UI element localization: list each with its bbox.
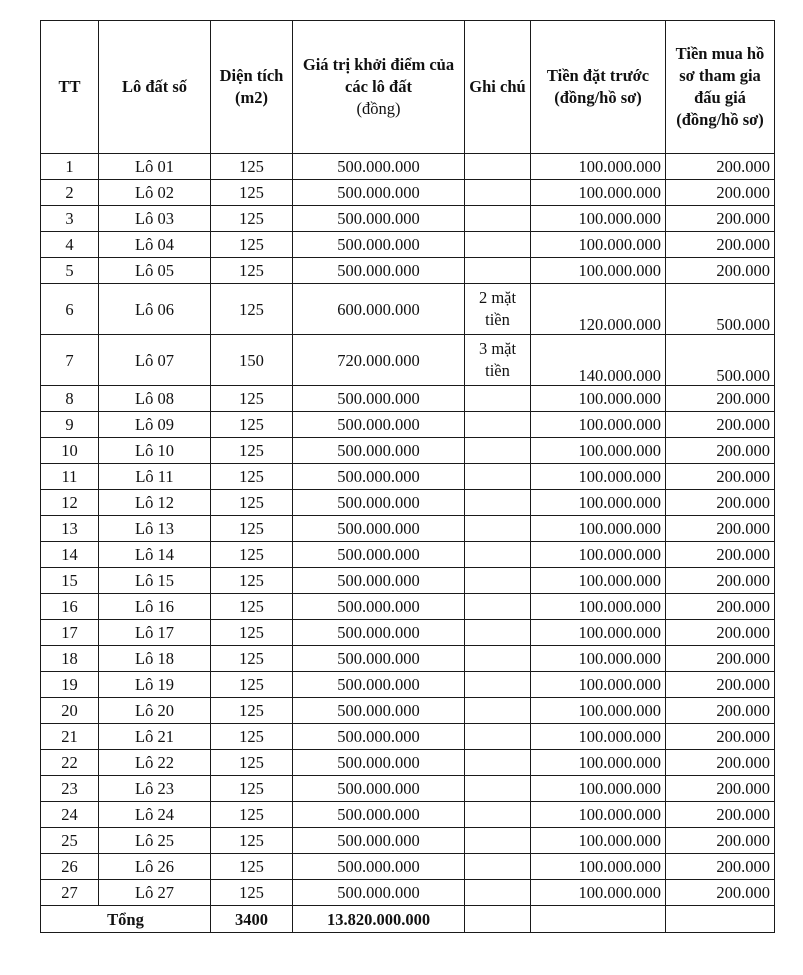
- row-tt: 9: [41, 412, 99, 438]
- row-note: [465, 542, 531, 568]
- total-price: 13.820.000.000: [293, 906, 465, 933]
- table-row: [41, 620, 775, 646]
- row-start-price: 500.000.000: [293, 258, 465, 284]
- row-area: 125: [211, 206, 293, 232]
- table-row: [41, 386, 775, 412]
- row-area: 150: [211, 335, 293, 386]
- table-row: [41, 490, 775, 516]
- row-area: 125: [211, 180, 293, 206]
- row-lot: Lô 05: [99, 258, 211, 284]
- row-start-price: 500.000.000: [293, 516, 465, 542]
- row-note: [465, 490, 531, 516]
- row-dossier-fee: 200.000: [666, 724, 775, 750]
- row-dossier-fee: 200.000: [666, 386, 775, 412]
- row-note: [465, 258, 531, 284]
- row-tt: 23: [41, 776, 99, 802]
- row-dossier-fee: 200.000: [666, 672, 775, 698]
- row-dossier-fee: 200.000: [666, 698, 775, 724]
- row-area: 125: [211, 232, 293, 258]
- row-lot: Lô 11: [99, 464, 211, 490]
- row-area: 125: [211, 258, 293, 284]
- row-start-price: 500.000.000: [293, 180, 465, 206]
- row-area: 125: [211, 620, 293, 646]
- row-deposit: 100.000.000: [531, 698, 666, 724]
- row-deposit: 100.000.000: [531, 542, 666, 568]
- header-row: [41, 21, 775, 154]
- row-deposit: 100.000.000: [531, 724, 666, 750]
- row-area: 125: [211, 880, 293, 906]
- row-tt: 11: [41, 464, 99, 490]
- row-dossier-fee: 200.000: [666, 180, 775, 206]
- row-area: 125: [211, 646, 293, 672]
- row-note: [465, 854, 531, 880]
- row-note: [465, 724, 531, 750]
- row-dossier-fee: 200.000: [666, 750, 775, 776]
- row-deposit: 100.000.000: [531, 516, 666, 542]
- row-lot: Lô 16: [99, 594, 211, 620]
- row-area: 125: [211, 154, 293, 180]
- row-note: [465, 568, 531, 594]
- row-dossier-fee: 200.000: [666, 854, 775, 880]
- row-tt: 25: [41, 828, 99, 854]
- row-area: 125: [211, 438, 293, 464]
- row-lot: Lô 12: [99, 490, 211, 516]
- row-dossier-fee: 500.000: [666, 335, 775, 386]
- row-note: [465, 438, 531, 464]
- row-dossier-fee: 200.000: [666, 490, 775, 516]
- row-area: 125: [211, 516, 293, 542]
- table-row: [41, 412, 775, 438]
- row-note: [465, 802, 531, 828]
- row-deposit: 100.000.000: [531, 646, 666, 672]
- header-lot-number: Lô đất số: [99, 21, 211, 154]
- row-area: 125: [211, 568, 293, 594]
- table-row: [41, 698, 775, 724]
- row-dossier-fee: 200.000: [666, 206, 775, 232]
- row-dossier-fee: 200.000: [666, 828, 775, 854]
- table-row: [41, 646, 775, 672]
- row-tt: 21: [41, 724, 99, 750]
- table-row: [41, 154, 775, 180]
- row-deposit: 100.000.000: [531, 828, 666, 854]
- total-deposit-cell: [531, 906, 666, 933]
- total-note-cell: [465, 906, 531, 933]
- table-row: [41, 776, 775, 802]
- row-start-price: 500.000.000: [293, 154, 465, 180]
- row-deposit: 100.000.000: [531, 880, 666, 906]
- row-tt: 8: [41, 386, 99, 412]
- row-lot: Lô 15: [99, 568, 211, 594]
- header-deposit: Tiền đặt trước (đồng/hồ sơ): [531, 21, 666, 154]
- row-deposit: 100.000.000: [531, 672, 666, 698]
- row-deposit: 100.000.000: [531, 490, 666, 516]
- auction-lots-table: [40, 20, 775, 933]
- row-start-price: 500.000.000: [293, 646, 465, 672]
- row-start-price: 500.000.000: [293, 464, 465, 490]
- row-lot: Lô 03: [99, 206, 211, 232]
- header-start-price-title: Giá trị khởi điểm của các lô đất: [302, 55, 455, 96]
- row-deposit: 100.000.000: [531, 386, 666, 412]
- row-tt: 19: [41, 672, 99, 698]
- total-row: [41, 906, 775, 933]
- row-deposit: 100.000.000: [531, 154, 666, 180]
- row-area: 125: [211, 464, 293, 490]
- header-start-price: [293, 21, 465, 154]
- row-tt: 17: [41, 620, 99, 646]
- table-row: [41, 516, 775, 542]
- row-tt: 5: [41, 258, 99, 284]
- row-lot: Lô 24: [99, 802, 211, 828]
- row-dossier-fee: 200.000: [666, 880, 775, 906]
- row-dossier-fee: 200.000: [666, 258, 775, 284]
- row-area: 125: [211, 750, 293, 776]
- row-area: 125: [211, 802, 293, 828]
- row-note: [465, 750, 531, 776]
- row-start-price: 500.000.000: [293, 490, 465, 516]
- row-note: [465, 646, 531, 672]
- row-lot: Lô 14: [99, 542, 211, 568]
- header-area: Diện tích (m2): [211, 21, 293, 154]
- row-start-price: 500.000.000: [293, 698, 465, 724]
- row-start-price: 500.000.000: [293, 802, 465, 828]
- row-start-price: 600.000.000: [293, 284, 465, 335]
- row-tt: 13: [41, 516, 99, 542]
- row-lot: Lô 17: [99, 620, 211, 646]
- row-start-price: 500.000.000: [293, 206, 465, 232]
- row-deposit: 100.000.000: [531, 438, 666, 464]
- row-tt: 14: [41, 542, 99, 568]
- row-start-price: 500.000.000: [293, 620, 465, 646]
- row-area: 125: [211, 776, 293, 802]
- row-deposit: 140.000.000: [531, 335, 666, 386]
- row-area: 125: [211, 828, 293, 854]
- row-dossier-fee: 200.000: [666, 568, 775, 594]
- row-lot: Lô 26: [99, 854, 211, 880]
- row-dossier-fee: 200.000: [666, 412, 775, 438]
- table-body: [41, 154, 775, 906]
- row-note: [465, 828, 531, 854]
- row-deposit: 100.000.000: [531, 258, 666, 284]
- row-lot: Lô 22: [99, 750, 211, 776]
- total-label: Tổng: [41, 906, 211, 933]
- row-dossier-fee: 200.000: [666, 620, 775, 646]
- table-row: [41, 284, 775, 335]
- row-tt: 20: [41, 698, 99, 724]
- table-row: [41, 880, 775, 906]
- row-start-price: 500.000.000: [293, 776, 465, 802]
- row-note: [465, 672, 531, 698]
- row-tt: 7: [41, 335, 99, 386]
- row-deposit: 120.000.000: [531, 284, 666, 335]
- row-dossier-fee: 200.000: [666, 516, 775, 542]
- table-row: [41, 802, 775, 828]
- row-note: [465, 594, 531, 620]
- row-start-price: 500.000.000: [293, 594, 465, 620]
- row-lot: Lô 07: [99, 335, 211, 386]
- row-tt: 16: [41, 594, 99, 620]
- row-lot: Lô 25: [99, 828, 211, 854]
- row-start-price: 500.000.000: [293, 542, 465, 568]
- row-area: 125: [211, 386, 293, 412]
- row-dossier-fee: 500.000: [666, 284, 775, 335]
- table-row: [41, 672, 775, 698]
- row-note: [465, 880, 531, 906]
- row-tt: 1: [41, 154, 99, 180]
- row-dossier-fee: 200.000: [666, 594, 775, 620]
- table-row: [41, 464, 775, 490]
- row-lot: Lô 06: [99, 284, 211, 335]
- row-deposit: 100.000.000: [531, 412, 666, 438]
- row-note: [465, 206, 531, 232]
- row-deposit: 100.000.000: [531, 776, 666, 802]
- row-area: 125: [211, 724, 293, 750]
- row-tt: 6: [41, 284, 99, 335]
- row-deposit: 100.000.000: [531, 854, 666, 880]
- row-tt: 27: [41, 880, 99, 906]
- row-dossier-fee: 200.000: [666, 646, 775, 672]
- row-start-price: 500.000.000: [293, 724, 465, 750]
- row-start-price: 500.000.000: [293, 828, 465, 854]
- row-tt: 12: [41, 490, 99, 516]
- row-dossier-fee: 200.000: [666, 232, 775, 258]
- row-dossier-fee: 200.000: [666, 802, 775, 828]
- table-row: [41, 438, 775, 464]
- header-tt: TT: [41, 21, 99, 154]
- row-deposit: 100.000.000: [531, 180, 666, 206]
- row-start-price: 500.000.000: [293, 412, 465, 438]
- row-tt: 26: [41, 854, 99, 880]
- row-lot: Lô 13: [99, 516, 211, 542]
- row-lot: Lô 09: [99, 412, 211, 438]
- row-lot: Lô 23: [99, 776, 211, 802]
- row-start-price: 500.000.000: [293, 386, 465, 412]
- row-note: [465, 464, 531, 490]
- row-note: 2 mặt tiền: [465, 284, 531, 335]
- row-tt: 4: [41, 232, 99, 258]
- row-tt: 10: [41, 438, 99, 464]
- row-tt: 22: [41, 750, 99, 776]
- row-lot: Lô 21: [99, 724, 211, 750]
- row-start-price: 500.000.000: [293, 854, 465, 880]
- table-row: [41, 180, 775, 206]
- row-area: 125: [211, 854, 293, 880]
- row-dossier-fee: 200.000: [666, 154, 775, 180]
- total-fee-cell: [666, 906, 775, 933]
- row-deposit: 100.000.000: [531, 206, 666, 232]
- row-dossier-fee: 200.000: [666, 542, 775, 568]
- table-row: [41, 258, 775, 284]
- row-lot: Lô 10: [99, 438, 211, 464]
- table-row: [41, 542, 775, 568]
- row-area: 125: [211, 284, 293, 335]
- row-area: 125: [211, 542, 293, 568]
- table-row: [41, 828, 775, 854]
- row-start-price: 500.000.000: [293, 232, 465, 258]
- row-tt: 3: [41, 206, 99, 232]
- row-start-price: 500.000.000: [293, 672, 465, 698]
- row-note: [465, 386, 531, 412]
- row-start-price: 500.000.000: [293, 438, 465, 464]
- header-dossier-fee: Tiền mua hồ sơ tham gia đấu giá (đồng/hồ sơ): [666, 21, 775, 154]
- row-dossier-fee: 200.000: [666, 464, 775, 490]
- row-area: 125: [211, 672, 293, 698]
- row-start-price: 500.000.000: [293, 880, 465, 906]
- row-area: 125: [211, 412, 293, 438]
- table-row: [41, 750, 775, 776]
- row-lot: Lô 04: [99, 232, 211, 258]
- row-start-price: 500.000.000: [293, 750, 465, 776]
- row-deposit: 100.000.000: [531, 568, 666, 594]
- row-note: [465, 698, 531, 724]
- row-lot: Lô 20: [99, 698, 211, 724]
- table-row: [41, 232, 775, 258]
- row-lot: Lô 18: [99, 646, 211, 672]
- row-deposit: 100.000.000: [531, 802, 666, 828]
- table-row: [41, 335, 775, 386]
- table-row: [41, 568, 775, 594]
- header-start-price-unit: (đồng): [356, 99, 401, 118]
- row-start-price: 720.000.000: [293, 335, 465, 386]
- row-deposit: 100.000.000: [531, 620, 666, 646]
- table-row: [41, 724, 775, 750]
- row-note: [465, 180, 531, 206]
- row-area: 125: [211, 490, 293, 516]
- total-area: 3400: [211, 906, 293, 933]
- row-dossier-fee: 200.000: [666, 776, 775, 802]
- row-tt: 15: [41, 568, 99, 594]
- row-lot: Lô 01: [99, 154, 211, 180]
- row-deposit: 100.000.000: [531, 594, 666, 620]
- row-start-price: 500.000.000: [293, 568, 465, 594]
- row-deposit: 100.000.000: [531, 750, 666, 776]
- row-note: [465, 776, 531, 802]
- row-area: 125: [211, 594, 293, 620]
- row-deposit: 100.000.000: [531, 464, 666, 490]
- table-row: [41, 594, 775, 620]
- row-tt: 2: [41, 180, 99, 206]
- header-note: Ghi chú: [465, 21, 531, 154]
- row-note: [465, 412, 531, 438]
- row-note: [465, 620, 531, 646]
- row-lot: Lô 08: [99, 386, 211, 412]
- row-dossier-fee: 200.000: [666, 438, 775, 464]
- row-deposit: 100.000.000: [531, 232, 666, 258]
- row-area: 125: [211, 698, 293, 724]
- row-note: [465, 232, 531, 258]
- table-row: [41, 854, 775, 880]
- row-note: 3 mặt tiền: [465, 335, 531, 386]
- row-lot: Lô 27: [99, 880, 211, 906]
- row-tt: 24: [41, 802, 99, 828]
- row-tt: 18: [41, 646, 99, 672]
- row-note: [465, 154, 531, 180]
- table-row: [41, 206, 775, 232]
- row-lot: Lô 19: [99, 672, 211, 698]
- row-note: [465, 516, 531, 542]
- row-lot: Lô 02: [99, 180, 211, 206]
